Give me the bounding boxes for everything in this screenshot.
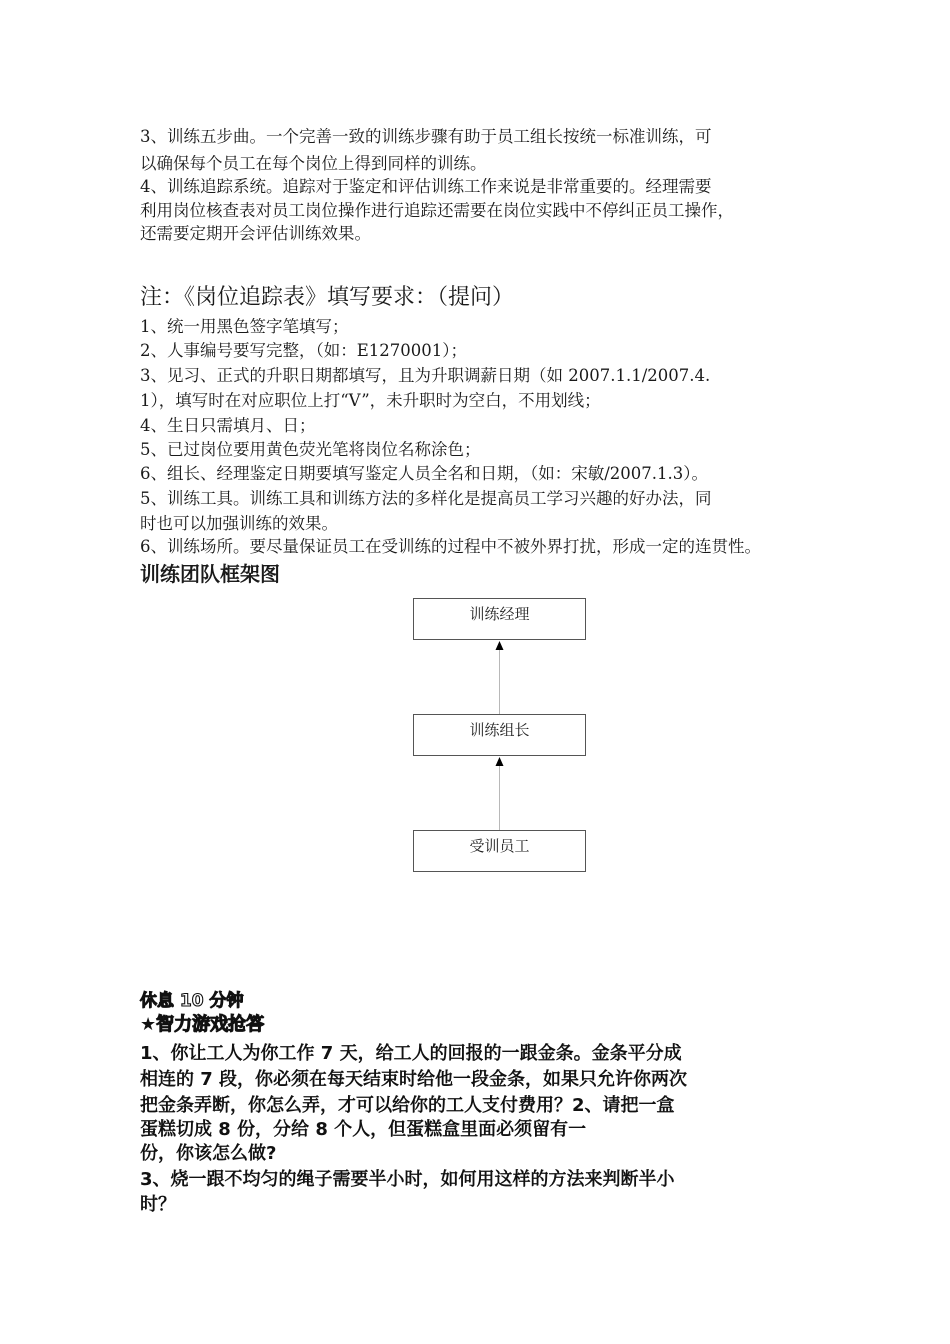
question-line: 1、你让工人为你工作 7 天，给工人的回报的一跟金条。金条平分成 (140, 1043, 682, 1064)
note-line: 5、训练工具。训练工具和训练方法的多样化是提高员工学习兴趣的好办法，同 (140, 489, 712, 508)
org-box-training-manager: 训练经理 (413, 598, 586, 640)
question-line: 蛋糕切成 8 份，分给 8 个人，但蛋糕盒里面必须留有一 (140, 1119, 587, 1140)
note-line: 1、统一用黑色签字笔填写； (140, 317, 349, 336)
question-line: 份，你该怎么做? (140, 1143, 277, 1164)
note-line: 2、人事编号要写完整，（如：E1270001）； (140, 341, 468, 360)
question-line: 把金条弄断，你怎么弄，才可以给你的工人支付费用？2、请把一盒 (140, 1095, 675, 1116)
note-line: 4、生日只需填月、日； (140, 416, 316, 435)
note-line: 6、组长、经理鉴定日期要填写鉴定人员全名和日期，（如：宋敏/2007.1.3）。 (140, 464, 709, 483)
note-title: 注：《岗位追踪表》填写要求：（提问） (140, 285, 515, 310)
quiz-subtitle-text: 智力游戏抢答 (156, 1014, 265, 1035)
paragraph-line: 以确保每个员工在每个岗位上得到同样的训练。 (140, 154, 487, 173)
paragraph-line: 还需要定期开会评估训练效果。 (140, 224, 371, 243)
question-line: 相连的 7 段，你必须在每天结束时给他一段金条，如果只允许你两次 (140, 1069, 688, 1090)
org-box-trainee: 受训员工 (413, 830, 586, 872)
question-line: 3、烧一跟不均匀的绳子需要半小时，如何用这样的方法来判断半小 (140, 1169, 675, 1190)
paragraph-line: 利用岗位核查表对员工岗位操作进行追踪还需要在岗位实践中不停纠正员工操作， (140, 201, 734, 220)
quiz-subtitle (140, 1013, 264, 1037)
star-icon: ★ (140, 1014, 157, 1035)
arrowhead-icon (496, 641, 504, 650)
arrowhead-icon (496, 757, 504, 766)
break-title: 休息 10 分钟 (140, 991, 244, 1011)
note-line: 5、已过岗位要用黄色荧光笔将岗位名称涂色； (140, 440, 481, 459)
paragraph-line: 4、训练追踪系统。追踪对于鉴定和评估训练工作来说是非常重要的。经理需要 (140, 177, 712, 196)
org-box-training-leader: 训练组长 (413, 714, 586, 756)
note-line: 1），填写时在对应职位上打“V”，未升职时为空白，不用划线； (140, 391, 601, 410)
org-chart-title: 训练团队框架图 (140, 562, 280, 586)
paragraph-line: 3、训练五步曲。一个完善一致的训练步骤有助于员工组长按统一标准训练，可 (140, 127, 712, 146)
note-line: 6、训练场所。要尽量保证员工在受训练的过程中不被外界打扰，形成一定的连贯性。 (140, 537, 761, 556)
question-line: 时？ (140, 1194, 176, 1215)
note-line: 时也可以加强训练的效果。 (140, 514, 338, 533)
note-line: 3、见习、正式的升职日期都填写，且为升职调薪日期（如 2007.1.1/2007.4. (140, 366, 711, 385)
